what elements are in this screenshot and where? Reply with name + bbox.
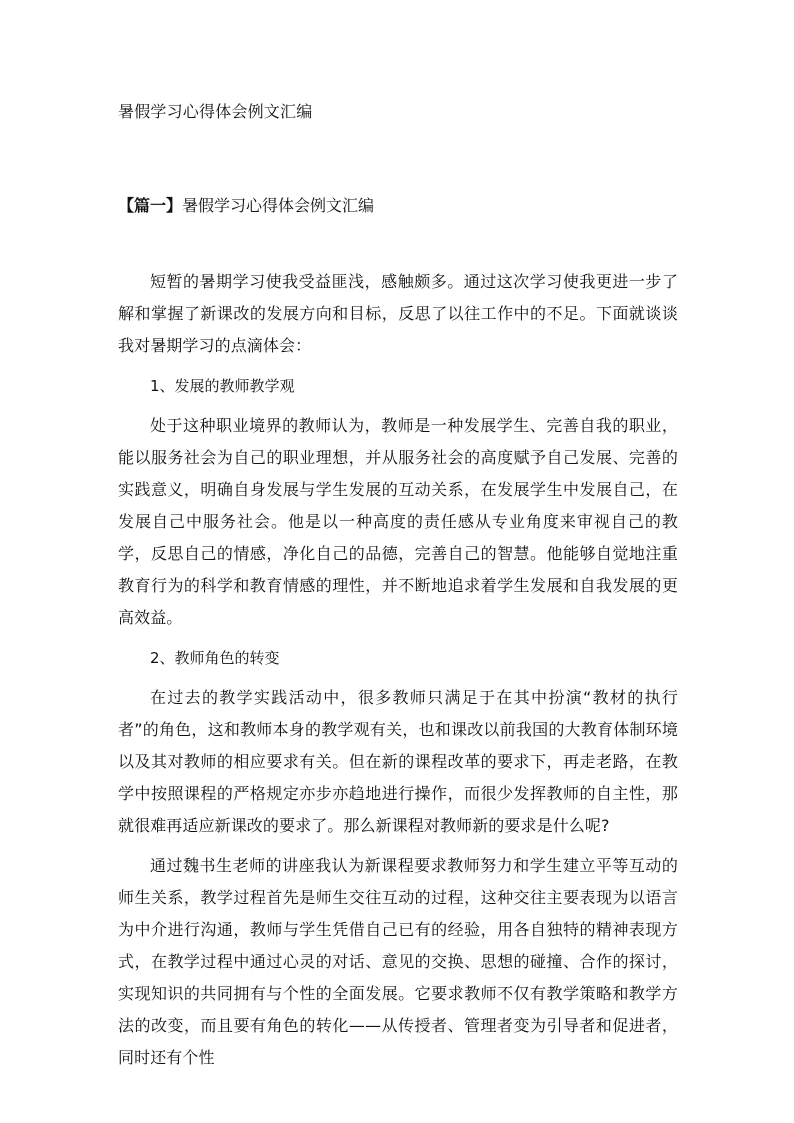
section-title-text: 暑假学习心得体会例文汇编 bbox=[182, 196, 375, 215]
section-title bbox=[118, 194, 678, 218]
body-text bbox=[118, 266, 678, 1074]
document-title: 暑假学习心得体会例文汇编 bbox=[118, 102, 313, 121]
subheading-1: 1、发展的教师教学观 bbox=[150, 377, 295, 395]
document-content bbox=[118, 100, 678, 1082]
paragraph-intro: 短暂的暑期学习使我受益匪浅，感触颇多。通过这次学习使我更进一步了解和掌握了新课改的发展方向和目标，反思了以往工作中的不足。下面就谈谈我对暑期学习的点滴体会： bbox=[118, 272, 678, 355]
paragraph-2: 在过去的教学实践活动中，很多教师只满足于在其中扮演“教材的执行者”的角色，这和教师本身的教学观有关，也和课改以前我国的大教育体制环境以及其对教师的相应要求有关。但在新的课程改革的要求下，再走老路，在教学中按照课程的严格规定亦步亦趋地进行操作，而很少发挥教师的自主性，那就很难再适应新课改的要求了。那么新课程对教师新的要求是什么呢? bbox=[118, 688, 678, 835]
paragraph-1: 处于这种职业境界的教师认为，教师是一种发展学生、完善自我的职业，能以服务社会为自己的职业理想，并从服务社会的高度赋予自己发展、完善的实践意义，明确自身发展与学生发展的互动关系，在发展学生中发展自己，在发展自己中服务社会。他是以一种高度的责任感从专业角度来审视自己的教学，反思自己的情感，净化自己的品德，完善自己的智慧。他能够自觉地注重教育行为的科学和教育情感的理性，并不断地追求着学生发展和自我发展的更高效益。 bbox=[118, 416, 678, 627]
subheading-2: 2、教师角色的转变 bbox=[150, 649, 280, 667]
paragraph-3: 通过魏书生老师的讲座我认为新课程要求教师努力和学生建立平等互动的师生关系，教学过程首先是师生交往互动的过程，这种交往主要表现为以语言为中介进行沟通，教师与学生凭借自己已有的经验，用各自独特的精神表现方式，在教学过程中通过心灵的对话、意见的交换、思想的碰撞、合作的探讨，实现知识的共同拥有与个性的全面发展。它要求教师不仅有教学策略和教学方法的改变，而且要有角色的转化——从传授者、管理者变为引导者和促进者，同时还有个性 bbox=[118, 856, 678, 1067]
section-label: 【篇一】 bbox=[118, 196, 183, 215]
